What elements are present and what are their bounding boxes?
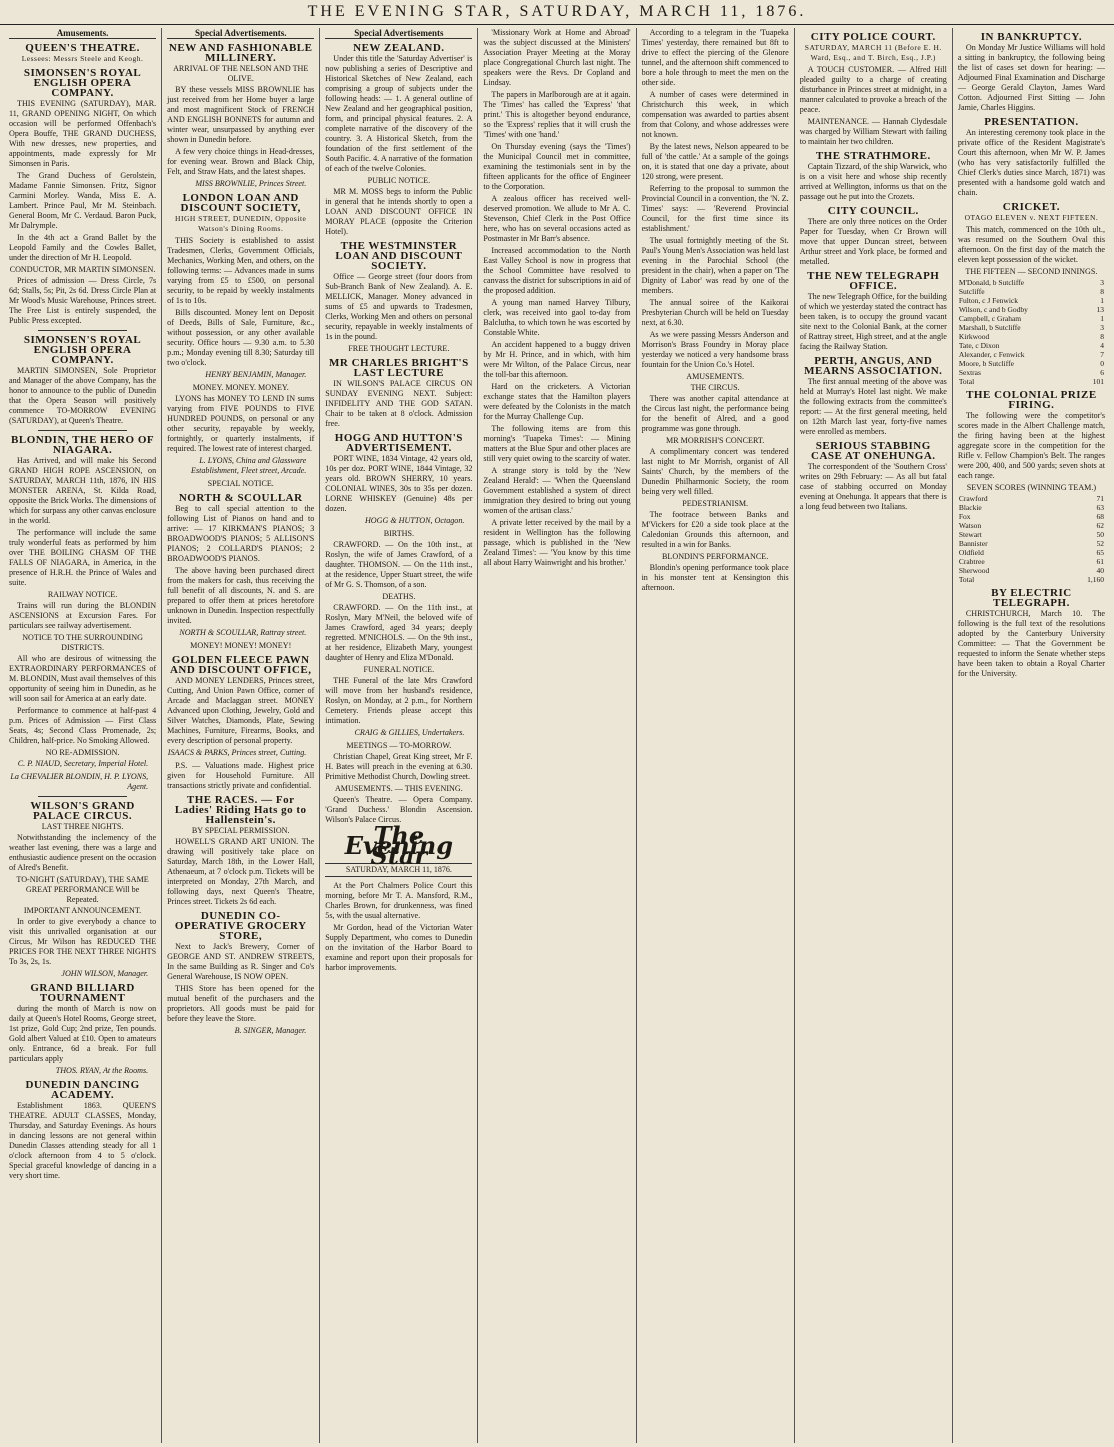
- paragraph: THIS Society is established to assist Tradesmen, Clerks, Government Officials, Mechanics, Working Men, and others, on the following terms: — Advances made in sums varying from £5 to £500, on personal security, to be repaid by weekly instalments of 1s to 10s.: [167, 236, 315, 305]
- score-value: 1,160: [1087, 575, 1104, 584]
- column-header: Amusements.: [9, 28, 156, 39]
- score-value: 1: [1100, 314, 1104, 323]
- paragraph: Christian Chapel, Great King street, Mr F. H. Bates will preach in the evening at 6.30. Primitive Methodist Church, Dowling street.: [325, 752, 473, 781]
- paragraph: A number of cases were determined in Christchurch this week, in which compensation was awarded to parties absent from that Colony, and whose addresses were not known.: [641, 90, 789, 139]
- masthead: THE EVENING STAR, SATURDAY, MARCH 11, 1876.: [0, 0, 1114, 25]
- paragraph: P.S. — Valuations made. Highest price given for Household Furniture. All transactions strictly private and confidential.: [167, 761, 315, 790]
- paragraph: CRAWFORD. — On the 11th inst., at Roslyn, Mary M'Neil, the beloved wife of James Crawford, aged 34 years; deeply regretted. M'NICHOLS. — On the 9th inst., at her residence, Elizabeth Mary, youngest daughter of Henry and Eliza M'Donald.: [325, 603, 473, 662]
- signature-line: L. LYONS, China and Glassware Establishment, Fleet street, Arcade.: [191, 456, 307, 475]
- centered-line: MONEY! MONEY! MONEY!: [190, 641, 292, 650]
- article-heading: THE NEW TELEGRAPH OFFICE.: [807, 270, 940, 292]
- article-heading: IN BANKRUPTCY.: [980, 31, 1083, 43]
- article-heading: GOLDEN FLEECE PAWN AND DISCOUNT OFFICE,: [169, 654, 312, 676]
- player-name: Watson: [958, 521, 982, 530]
- article-heading: BY ELECTRIC TELEGRAPH.: [991, 587, 1072, 609]
- player-name: Wilson, c and b Godby: [958, 305, 1028, 314]
- player-name: Fulton, c J Fenwick: [958, 296, 1019, 305]
- centered-line: NOTICE TO THE SURROUNDING DISTRICTS.: [22, 633, 143, 652]
- paragraph: Prices of admission — Dress Circle, 7s 6d; Stalls, 5s; Pit, 2s 6d. Dress Circle Plan at Mr Wood's Music Warehouse, Princes street. The Free List is entirely suspended, the Public Press excepted.: [9, 276, 157, 325]
- column-4: [478, 28, 636, 1443]
- paragraph: Beg to call special attention to the following List of Pianos on hand and to arrive: — 17 KIRKMAN'S PIANOS; 3 BROADWOOD'S PIANOS; 5 ALLISON'S PIANOS; 2 COLLARD'S PIANOS; 2 BROADWOOD'S PIANOS.: [167, 504, 315, 563]
- paragraph: According to a telegram in the 'Tuapeka Times' yesterday, there remained but 8ft to drive to effect the piercing of the Glenore tunnel, and the afternoon shift commenced to bore a hole through to meet the men on the other side.: [641, 28, 789, 87]
- article-heading: NORTH & SCOULLAR: [178, 492, 303, 504]
- centered-line: CONDUCTOR, MR MARTIN SIMONSEN.: [9, 265, 156, 274]
- table-row: [958, 323, 1105, 332]
- paragraph: Hard on the cricketers. A Victorian exchange states that the Hamilton players were defeated by the Colonists in the match for the Murray Challenge Cup.: [483, 382, 631, 421]
- paragraph: Queen's Theatre. — Opera Company. 'Grand Duchess.' Blondin Ascension. Wilson's Palace Circus.: [325, 795, 473, 824]
- paragraph: Performance to commence at half-past 4 p.m. Prices of Admission — First Class Seats, 4s; Second Class Promenade, 2s; Children, half-price. No Smoking Allowed.: [9, 706, 157, 745]
- player-name: Blackie: [958, 503, 982, 512]
- table-row: [958, 557, 1105, 566]
- paragraph: Has Arrived, and will make his Second GRAND HIGH ROPE ASCENSION, on SATURDAY, MARCH 11th, 1876, IN HIS MONSTER ARENA, St. Kilda Road, opposite the Brick Works. The dimensions of which for surpass any other canvas enclosure in the world.: [9, 456, 157, 525]
- player-name: Sutcliffe: [958, 287, 985, 296]
- centered-line: MR MORRISH'S CONCERT.: [666, 436, 765, 445]
- article-heading: DUNEDIN CO-OPERATIVE GROCERY STORE,: [174, 910, 307, 942]
- score-value: 52: [1096, 539, 1104, 548]
- signature-line: THOS. RYAN, At the Rooms.: [55, 1066, 149, 1075]
- column-header: Special Advertisements: [325, 28, 472, 39]
- paragraph: All who are desirous of witnessing the EXTRAORDINARY PERFORMANCES of M. BLONDIN, Must avail themselves of this opportunity of seeing him in Dunedin, as he will soon sail for America at an early date.: [9, 654, 157, 703]
- paragraph: The annual soiree of the Kaikorai Presbyterian Church will be held on Tuesday next, at 6.30.: [641, 298, 789, 327]
- score-table: [958, 494, 1105, 584]
- signature-line: ISAACS & PARKS, Princes street, Cutting.: [167, 748, 307, 757]
- table-title: THE FIFTEEN — SECOND INNINGS.: [965, 267, 1098, 276]
- paragraph: The correspondent of the 'Southern Cross' writes on 29th February: — As all but fatal case of stabbing occurred on Monday evening at Onehunga. It appears that there is a long feud between two Italians.: [799, 462, 947, 511]
- score-value: 3: [1100, 323, 1104, 332]
- centered-line: FUNERAL NOTICE.: [363, 665, 435, 674]
- paragraph: A private letter received by the mail by a resident in Wellington has the following passage, which is published in the 'New Zealand Times': — 'You know by this time all about Harry Wainwright and his brother.': [483, 518, 631, 567]
- divider: [38, 796, 126, 797]
- score-table: [958, 278, 1105, 386]
- centered-line: FREE THOUGHT LECTURE.: [348, 344, 450, 353]
- article-heading: SERIOUS STABBING CASE AT ONEHUNGA.: [811, 440, 936, 462]
- centered-line: NO RE-ADMISSION.: [45, 748, 120, 757]
- dateline: SATURDAY, MARCH 11, 1876.: [325, 863, 472, 877]
- column-7: [953, 28, 1110, 1443]
- paragraph: HOWELL'S GRAND ART UNION. The drawing will positively take place on Saturday, March 18th, in the Lower Hall, Athenaeum, at 7 o'clock p.m. Tickets will be interpreted on Monday, 27th March, and following days, next Queen's Theatre, Princes street. Tickets 2s 6d each.: [167, 837, 315, 906]
- paragraph: during the month of March is now on daily at Queen's Hotel Rooms, George street, 1st prize, Gold Cup; 2nd prize, Ten pounds. Gold albert Valued at £10. Open to amateurs only. Entrance, 6d a break. For full particulars apply: [9, 1004, 157, 1063]
- player-name: Oldfield: [958, 548, 984, 557]
- paragraph: As we were passing Messrs Anderson and Morrison's Brass Foundry in Moray place yesterday we noticed a very handsome brass fountain for the Union Co.'s Hotel.: [641, 330, 789, 369]
- centered-line: TO-NIGHT (SATURDAY), THE SAME GREAT PERFORMANCE Will be Repeated.: [16, 875, 149, 904]
- score-value: 63: [1096, 503, 1104, 512]
- table-row: [958, 296, 1105, 305]
- paragraph: In order to give everybody a chance to visit this unrivalled organisation at our Circus, Mr Wilson has REDUCED THE PRICES FOR THE NEXT THREE NIGHTS To 3s, 2s, 1s.: [9, 917, 157, 966]
- column-header: Special Advertisements.: [167, 28, 314, 39]
- article-heading: GRAND BILLIARD TOURNAMENT: [30, 982, 135, 1004]
- paragraph: Under this title the 'Saturday Advertiser' is now publishing a series of Descriptive and Historical Sketches of New Zealand, each comprising a group of subjects under the following heads: — 1. A general outline of New Zealand and her geographical position, form, and principal physical features. 2. A complete narrative of the discovery of the country. 3. A Historical Sketch, from the foundation of the first settlement of the South Pacific. 4. A narrative of the formation of each of the twelve Colonies.: [325, 54, 473, 173]
- article-heading: LONDON LOAN AND DISCOUNT SOCIETY,: [180, 192, 301, 214]
- player-name: Marshall, b Sutcliffe: [958, 323, 1021, 332]
- article-heading: DUNEDIN DANCING ACADEMY.: [25, 1079, 140, 1101]
- player-name: Total: [958, 575, 975, 584]
- article-heading: WILSON'S GRAND PALACE CIRCUS.: [30, 800, 135, 822]
- article-heading: SIMONSEN'S ROYAL ENGLISH OPERA COMPANY.: [23, 334, 142, 366]
- subheading: Lessees: Messrs Steele and Keogh.: [21, 54, 144, 63]
- score-value: 3: [1100, 278, 1104, 287]
- player-name: Stewart: [958, 530, 982, 539]
- divider: [38, 430, 126, 431]
- paragraph: On Thursday evening (says the 'Times') the Municipal Council met in committee, examining the testimonials sent in by the fifteen applicants for the office of Engineer to the Corporation.: [483, 142, 631, 191]
- player-name: Alexander, c Fenwick: [958, 350, 1025, 359]
- score-value: 68: [1096, 512, 1104, 521]
- article-heading: THE RACES. — For Ladies' Riding Hats go to Hallenstein's.: [174, 794, 307, 826]
- table-row: [958, 575, 1105, 584]
- paragraph: A complimentary concert was tendered last night to Mr Morrish, organist of All Saints' Church, by the members of the Dunedin Philharmonic Society, the room being very well filled.: [641, 447, 789, 496]
- table-row: [958, 512, 1105, 521]
- paragraph: An interesting ceremony took place in the private office of the Resident Magistrate's Court this afternoon, when Mr W. P. James (who has very satisfactorily fulfilled the Chief Clerk's duties since March, 1871) was presented with a handsome gold watch and chain.: [957, 128, 1105, 197]
- signature-line: JOHN WILSON, Manager.: [61, 969, 149, 978]
- paragraph: A TOUCH CUSTOMER. — Alfred Hill pleaded guilty to a charge of creating disturbance in Princes street at midnight, in a manner calculated to provoke a breach of the peace.: [799, 65, 947, 114]
- centered-line: MONEY. MONEY. MONEY.: [192, 383, 289, 392]
- paragraph: The performance will include the same truly wonderful feats as performed by him over THE BOILING CHASM OF THE FALLS OF NIAGARA, in America, in the presence of H.R.H. the Prince of Wales and suite.: [9, 528, 157, 587]
- paragraph: The new Telegraph Office, for the building of which we yesterday stated the contract has been taken, is to occupy the ground vacant site next to the Colonial Bank, at the corner of Rattray street, High street, and at the angle facing the Railway Station.: [799, 292, 947, 351]
- table-row: [958, 287, 1105, 296]
- columns-container: [4, 28, 1110, 1443]
- score-value: 61: [1096, 557, 1104, 566]
- paragraph: Blondin's opening performance took place in his monster tent at Kensington this afternoon.: [641, 563, 789, 592]
- centered-line: IMPORTANT ANNOUNCEMENT.: [23, 906, 142, 915]
- article-heading: SIMONSEN'S ROYAL ENGLISH OPERA COMPANY.: [23, 67, 142, 99]
- player-name: Crabtree: [958, 557, 985, 566]
- score-value: 7: [1100, 350, 1104, 359]
- paragraph: The above having been purchased direct from the makers for cash, thus receiving the full benefit of all discounts, N. and S. are prepared to offer them at prices heretofore unknown in Dunedin. Inspection respectfully invited.: [167, 566, 315, 625]
- signature-line: MISS BROWNLIE, Princes Street.: [195, 179, 307, 188]
- score-value: 0: [1100, 359, 1104, 368]
- player-name: Total: [958, 377, 975, 386]
- centered-line: AMUSEMENTS. — THIS EVENING.: [334, 784, 463, 793]
- paragraph: MR M. MOSS begs to inform the Public in general that he intends shortly to open a LOAN AND DISCOUNT OFFICE IN MORAY PLACE (opposite the Criterion Hotel).: [325, 187, 473, 236]
- paragraph: An accident happened to a buggy driven by Mr H. Prince, and in which, with him were Mr Wilton, of the Palace Circus, near the toll-bar this afternoon.: [483, 340, 631, 379]
- table-row: [958, 530, 1105, 539]
- newspaper-logo: The Evening Star: [344, 821, 453, 870]
- paragraph: A young man named Harvey Tilbury, clerk, was received into gaol to-day from Balclutha, to which town he was escorted by Constable White.: [483, 298, 631, 337]
- article-heading: HOGG AND HUTTON'S ADVERTISEMENT.: [334, 432, 463, 454]
- paragraph: Office — George street (four doors from Sub-Branch Bank of New Zealand). A. E. MELLICK, Manager. Money advanced in sums of £5 and upwards to Tradesmen, Clerks, Working Men and others on personal security, repayable in weekly instalments of 1s in the pound.: [325, 272, 473, 341]
- paragraph: IN WILSON'S PALACE CIRCUS ON SUNDAY EVENING NEXT. Subject: INFIDELITY AND THE GOD SATAN. Chair to be taken at 8 o'clock. Admission free.: [325, 379, 473, 428]
- paragraph: The following were the competitor's scores made in the Albert Challenge match, the firing having been at the highest aggregate score in the competition for the Rifle v. Fellow Champion's Belt. The ranges were 200, 400, and 500 yards; seven shots at each range.: [957, 411, 1105, 480]
- table-row: [958, 377, 1105, 386]
- paragraph: MARTIN SIMONSEN, Sole Proprietor and Manager of the above Company, has the honor to announce to the public of Dunedin that the Opera Season will positively commence TO-MORROW EVENING (SATURDAY), at Queen's Theatre.: [9, 366, 157, 425]
- table-row: [958, 566, 1105, 575]
- paragraph: MAINTENANCE. — Hannah Clydesdale was charged by William Stewart with failing to maintain her two children.: [799, 117, 947, 146]
- score-value: 1: [1100, 296, 1104, 305]
- article-heading: NEW ZEALAND.: [353, 42, 445, 54]
- table-title: SEVEN SCORES (WINNING TEAM.): [966, 483, 1097, 492]
- paragraph: THIS EVENING (SATURDAY), MAR. 11, GRAND OPENING NIGHT, On which occasion will be performed Offenbach's Opera Bouffe, THE GRAND DUCHESS, With new dresses, new properties, and appointments, made expressly for Mr Simonsen in Paris.: [9, 99, 157, 168]
- paragraph: Increased accommodation to the North East Valley School is now in progress that the School Committee have resolved to canvass the district for subscriptions in aid of the proposed addition.: [483, 246, 631, 295]
- centered-line: AMUSEMENTS.: [686, 372, 745, 381]
- centered-line: BLONDIN'S PERFORMANCE.: [662, 552, 769, 561]
- player-name: M'Donald, b Sutcliffe: [958, 278, 1025, 287]
- column-2: [162, 28, 320, 1443]
- article-heading: CITY POLICE COURT.: [810, 31, 936, 43]
- paragraph: By the latest news, Nelson appeared to be full of 'the cattle.' At a sample of the goings on, it is stated that one day a private, about 120 strong, were present.: [641, 142, 789, 181]
- paragraph: THE Funeral of the late Mrs Crawford will move from her husband's residence, Roslyn, on Monday, at 2 p.m., for Northern Cemetery. Friends please accept this intimation.: [325, 676, 473, 725]
- centered-line: PUBLIC NOTICE.: [367, 176, 431, 185]
- article-heading: CRICKET.: [1002, 201, 1061, 213]
- paragraph: Captain Tizzard, of the ship Warwick, who is on a visit here and whose ship recently arrived at Wellington, informs us that on the passage out he put into the Crozets.: [799, 162, 947, 201]
- table-row: [958, 503, 1105, 512]
- paragraph: The first annual meeting of the above was held at Murray's Hotel last night. We make the following extracts from the committee's report: — At the first general meeting, held on 12th March last year, forty-five names were enrolled as members.: [799, 377, 947, 436]
- paragraph: LYONS has MONEY TO LEND IN sums varying from FIVE POUNDS to FIVE HUNDRED POUNDS, on personal or any other security, repayable by weekly, fortnightly, or quarterly instalments, if required. The lowest rate of interest charged.: [167, 394, 315, 453]
- player-name: Tate, c Dixon: [958, 341, 1000, 350]
- paragraph: Establishment 1863. QUEEN'S THEATRE. ADULT CLASSES, Monday, Thursday, and Saturday Evenings. As hours in dancing lessons are not general within Dunedin Classes attending steady for all 1 o'clock afternoon from 4 to 5 o'clock. Special graceful knowledge of dancing in a very short time.: [9, 1101, 157, 1180]
- article-heading: THE STRATHMORE.: [815, 150, 931, 162]
- table-row: [958, 350, 1105, 359]
- centered-line: BY SPECIAL PERMISSION.: [191, 826, 290, 835]
- centered-line: BIRTHS.: [383, 529, 415, 538]
- paragraph: This match, commenced on the 10th ult., was resumed on the Southern Oval this afternoon. On the first day of the match the eleven kept possession of the wicket.: [957, 225, 1105, 264]
- score-value: 13: [1096, 305, 1104, 314]
- paragraph: Notwithstanding the inclemency of the weather last evening, there was a large and enthusiastic audience present on the occasion of Alred's Benefit.: [9, 833, 157, 872]
- paragraph: There was another capital attendance at the Circus last night, the performance being for the benefit of Alred, and a good programme was gone through.: [641, 394, 789, 433]
- paragraph: Bills discounted. Money lent on Deposit of Deeds, Bills of Sale, Furniture, &c., without possession, or any other available security. Office hours — 9.30 a.m. to 5.30 p.m.; Monday evening till 8.30; Saturday till two o'clock.: [167, 308, 315, 367]
- paragraph: A strange story is told by the 'New Zealand Herald': — 'When the Queensland Government established a system of direct immigration they desired to bring out young women of the artisan class.': [483, 466, 631, 515]
- player-name: Bannister: [958, 539, 988, 548]
- paragraph: THIS Store has been opened for the mutual benefit of the purchasers and the proprietors. All goods must be paid for before they leave the Store.: [167, 984, 315, 1023]
- table-row: [958, 332, 1105, 341]
- score-value: 65: [1096, 548, 1104, 557]
- paragraph: The papers in Marlborough are at it again. The 'Times' has called the 'Express' 'that print.' This is altogether beyond endurance, so the 'Express' replies that it will crush the 'Times' with one 'hand.': [483, 90, 631, 139]
- table-row: [958, 368, 1105, 377]
- signature-line: La CHEVALIER BLONDIN, H. P. LYONS, Agent.: [10, 772, 149, 791]
- signature-line: C. P. NIAUD, Secretary, Imperial Hotel.: [17, 759, 149, 768]
- signature-line: HOGG & HUTTON, Octagon.: [364, 516, 465, 525]
- article-heading: QUEEN'S THEATRE.: [25, 42, 140, 54]
- article-heading: MR CHARLES BRIGHT'S LAST LECTURE: [329, 357, 469, 379]
- column-6: [795, 28, 953, 1443]
- table-row: [958, 278, 1105, 287]
- score-value: 50: [1096, 530, 1104, 539]
- player-name: Moore, b Sutcliffe: [958, 359, 1014, 368]
- paragraph: AND MONEY LENDERS, Princes street, Cutting, And Union Pawn Office, corner of Arcade and Maclaggan street. MONEY Advanced upon Clothing, Jewelry, Gold and Silver Watches, Diamonds, Plate, Sewing Machines, Furniture, Firearms, Books, and every description of personal property.: [167, 676, 315, 745]
- centered-line: RAILWAY NOTICE.: [47, 590, 118, 599]
- paragraph: The footrace between Banks and M'Vickers for £20 a side took place at the Caledonian Grounds this afternoon, and resulted in a win for Banks.: [641, 510, 789, 549]
- player-name: Kirkwood: [958, 332, 990, 341]
- signature-line: B. SINGER, Manager.: [234, 1026, 307, 1035]
- article-heading: THE WESTMINSTER LOAN AND DISCOUNT SOCIETY.: [335, 240, 463, 272]
- score-value: 8: [1100, 287, 1104, 296]
- paragraph: The Grand Duchess of Gerolstein, Madame Fannie Simonsen. Fritz, Signor Carmini Morley. Wanda, Miss E. A. Lambert. Prince Paul, Mr M. Steinbach. General Boom, Mr C. Verdaud. Baron Puck, Mr Dalrymple.: [9, 171, 157, 230]
- paragraph: 'Missionary Work at Home and Abroad' was the subject discussed at the Ministers' Association Prayer Meeting at the Moray place Congregational Church last night. The speakers were the Revs. Dr Copland and Lindsay.: [483, 28, 631, 87]
- column-1: [4, 28, 162, 1443]
- centered-line: DEATHS.: [382, 592, 416, 601]
- table-row: [958, 314, 1105, 323]
- centered-line: MEETINGS — TO-MORROW.: [346, 741, 452, 750]
- paragraph: A zealous officer has received well-deserved promotion. We allude to Mr A. C. Stevenson, Chief Clerk in the Post Office here, who has on several occasions acted as Postmaster in Mr Barr's absence.: [483, 194, 631, 243]
- centered-line: ARRIVAL OF THE NELSON AND THE OLIVE.: [173, 64, 309, 83]
- table-row: [958, 494, 1105, 503]
- player-name: Crawford: [958, 494, 988, 503]
- paragraph: Trains will run during the BLONDIN ASCENSIONS at Excursion Fares. For particulars see railway advertisement.: [9, 601, 157, 630]
- column-5: [637, 28, 795, 1443]
- paragraph: At the Port Chalmers Police Court this morning, before Mr T. A. Mansford, R.M., Charles Brown, for drunkenness, was fined 5s, with the usual alternative.: [325, 881, 473, 920]
- paragraph: BY these vessels MISS BROWNLIE has just received from her Home buyer a large and most magnificent Stock of FRENCH AND ENGLISH BONNETS for autumn and winter wear, unsurpassed by anything ever shown in Dunedin before.: [167, 85, 315, 144]
- score-value: 62: [1096, 521, 1104, 530]
- article-heading: NEW AND FASHIONABLE MILLINERY.: [168, 42, 313, 64]
- table-row: [958, 548, 1105, 557]
- paragraph: CRAWFORD. — On the 10th inst., at Roslyn, the wife of James Crawford, of a daughter. THOMSON. — On the 11th inst., at the residence, Upper Stuart street, the wife of Mr G. S. Thomson, of a son.: [325, 540, 473, 589]
- subheading: HIGH STREET, DUNEDIN, Opposite Watson's Dining Rooms.: [175, 214, 307, 233]
- paragraph: On Monday Mr Justice Williams will hold a sitting in bankruptcy, the following being the list of cases set down for hearing: — Adjourned Final Examination and Discharge — George Gerald Clayton, James Ward Cotton. Adjourned First Sitting — John Jamie, Charles Higgins.: [957, 43, 1105, 112]
- paragraph: The following items are from this morning's 'Tuapeka Times': — Mining matters at the Blue Spur and other places are still very quiet owing to the scarcity of water.: [483, 424, 631, 463]
- subheading: SATURDAY, MARCH 11 (Before E. H. Ward, Esq., and T. Birch, Esq., J.P.): [804, 43, 942, 62]
- score-value: 6: [1100, 368, 1104, 377]
- score-value: 71: [1096, 494, 1104, 503]
- paragraph: In the 4th act a Grand Ballet by the Leopold Family and the Cowles Ballet, under the direction of Mr H. Leopold.: [9, 233, 157, 262]
- article-heading: PERTH, ANGUS, AND MEARNS ASSOCIATION.: [804, 355, 943, 377]
- table-row: [958, 539, 1105, 548]
- table-row: [958, 521, 1105, 530]
- article-heading: PRESENTATION.: [984, 116, 1079, 128]
- player-name: Sherwood: [958, 566, 990, 575]
- player-name: Fox: [958, 512, 971, 521]
- article-heading: THE COLONIAL PRIZE FIRING.: [966, 389, 1097, 411]
- column-3: [320, 28, 478, 1443]
- paragraph: Mr Gordon, head of the Victorian Water Supply Department, who comes to Dunedin on the invitation of the Harbor Board to examine and report upon their proposals for harbor improvements.: [325, 923, 473, 972]
- player-name: Sextras: [958, 368, 981, 377]
- divider: [38, 330, 126, 331]
- paragraph: A few very choice things in Head-dresses, for evening wear. Brown and Black Chip, Felt, and Straw Hats, and the latest shapes.: [167, 147, 315, 176]
- signature-line: HENRY BENJAMIN, Manager.: [205, 370, 307, 379]
- paragraph: The usual fortnightly meeting of the St. Paul's Young Men's Association was held last evening in the Parochial School (the president in the chair), when a paper on 'The Dignity of Labor' was read by one of the members.: [641, 236, 789, 295]
- table-row: [958, 359, 1105, 368]
- paragraph: There are only three notices on the Order Paper for Tuesday, when Cr Brown will move that upper Duncan street, between Arthur street and York place, be formed and metalled.: [799, 217, 947, 266]
- table-row: [958, 305, 1105, 314]
- article-heading: BLONDIN, THE HERO OF NIAGARA.: [11, 434, 155, 456]
- paragraph: Referring to the proposal to summon the Provincial Council in a convention, the 'N. Z. Times' says: — 'Reverend Provincial Council, for the first time since its establishment.': [641, 184, 789, 233]
- paragraph: Next to Jack's Brewery, Corner of GEORGE AND ST. ANDREW STREETS, In the same Building as R. Singer and Co's General Warehouse, IS NOW OPEN.: [167, 942, 315, 981]
- centered-line: THE CIRCUS.: [690, 383, 740, 392]
- centered-line: LAST THREE NIGHTS.: [41, 822, 124, 831]
- paragraph: PORT WINE, 1834 Vintage, 42 years old, 10s per doz. PORT WINE, 1844 Vintage, 32 years old. BROWN SHERRY, 10 years. COLONIAL WINES, 30s to 35s per dozen. LORNE WHISKEY (Genuine) 48s per dozen.: [325, 454, 473, 513]
- score-value: 101: [1092, 377, 1104, 386]
- signature-line: CRAIG & GILLIES, Undertakers.: [354, 728, 465, 737]
- score-value: 8: [1100, 332, 1104, 341]
- subheading: OTAGO ELEVEN v. NEXT FIFTEEN.: [964, 213, 1099, 222]
- score-value: 40: [1096, 566, 1104, 575]
- signature-line: NORTH & SCOULLAR, Rattray street.: [179, 628, 307, 637]
- centered-line: PEDESTRIANISM.: [682, 499, 749, 508]
- article-heading: CITY COUNCIL.: [827, 205, 919, 217]
- table-row: [958, 341, 1105, 350]
- score-value: 4: [1100, 341, 1104, 350]
- player-name: Campbell, c Graham: [958, 314, 1022, 323]
- paragraph: CHRISTCHURCH, March 10. The following is the full text of the resolutions adopted by the Canterbury University Committee: — That the Government be requested to inform the Senate whether steps have been taken to obtain a Royal Charter for the University.: [957, 609, 1105, 678]
- centered-line: SPECIAL NOTICE.: [207, 479, 274, 488]
